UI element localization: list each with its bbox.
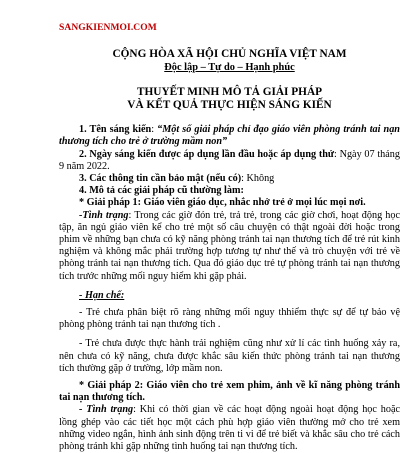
- document-title-line2: VÀ KẾT QUẢ THỰC HIỆN SÁNG KIẾN: [127, 99, 332, 112]
- solution-1-limit-label-text: - Hạn chế:: [79, 289, 125, 301]
- solution-2-state: [59, 404, 400, 453]
- solution-1-state-text: : Trong các giờ đón trẻ, trả trẻ, trong các giờ chơi, hoạt động học tập, ăn ngủ giáo viên kể cho trẻ một số câu chuyện có thật ngoài đời hoặc trong phim về những bạn chưa có kỹ năng phòng tránh tai nạn thương tích để trẻ rút kinh nghiệm và không mắc phải trường hợp tương tự như thế và trò chuyện với trẻ về phòng tránh tai nạn thương tích. Qua đó giáo dục trẻ tự phòng tránh tai nạn thương tích trước những mối nguy hiểm khi gặp phải.: [59, 209, 400, 282]
- nation-heading: CỘNG HÒA XÃ HỘI CHỦ NGHĨA VIỆT NAM: [112, 48, 347, 61]
- solution-2-heading: * Giải pháp 2: Giáo viên cho trẻ xem phim, ảnh về kĩ năng phòng tránh tai nạn thương tích.: [59, 380, 400, 404]
- solution-1-state-label: -Tình trạng: [79, 209, 129, 221]
- solution-2-state-text: : Khi có thời gian về các hoạt động ngoài hoạt động học hoặc lồng ghép vào các tiết học một cách phù hợp giáo viên thường mở cho trẻ xem những video ngắn, hình ảnh sinh động trên ti vi để trẻ biết và khắc sâu cho trẻ cách phòng tránh khi gặp những tình huống tai nạn thương tích.: [59, 404, 400, 453]
- section-2-label: 2. Ngày sáng kiến được áp dụng lần đầu hoặc áp dụng thử: [79, 148, 335, 160]
- solution-1-state: [59, 210, 400, 283]
- section-1-label: 1. Tên sáng kiến: [79, 124, 152, 136]
- section-3-value: : Không: [241, 173, 275, 185]
- site-watermark[interactable]: SANGKIENMOI.COM: [59, 23, 157, 33]
- section-1-value: “Một số giải pháp chỉ đạo giáo viên phòng tránh tai nạn thương tích cho trẻ ở trường mầm non”: [59, 124, 400, 148]
- motto: [59, 61, 400, 74]
- solution-2-state-label: - Tình trạng: [79, 404, 134, 416]
- solution-1-heading: * Giải pháp 1: Giáo viên giáo dục, nhắc nhở trẻ ở mọi lúc mọi nơi.: [79, 197, 366, 209]
- section-1-sep: :: [151, 124, 158, 136]
- section-2-value: : Ngày 07 tháng 9 năm 2022.: [59, 148, 400, 172]
- solution-1-limit-1: - Trẻ chưa phân biệt rõ ràng những mối nguy thhiểm thực sự để tự bảo vệ phòng phòng tránh tai nạn thương tích .: [59, 307, 400, 331]
- document-title-line1: THUYẾT MINH MÔ TẢ GIẢI PHÁP: [136, 86, 323, 99]
- solution-1-limit-2: - Trẻ chưa được thực hành trải nghiệm cũng như xử lí các tình huống xảy ra, nên chưa có kỹ năng, chưa được khắc sâu kiến thức phòng tránh tai nạn thương tích thường gặp ở trường, lớp mầm non.: [59, 338, 400, 374]
- section-3-label: 3. Các thông tin cần bảo mật (nếu có): [79, 173, 242, 185]
- section-3: [59, 173, 400, 185]
- motto-text: Độc lập – Tự do – Hạnh phúc: [164, 62, 295, 74]
- section-4: 4. Mô tả các giải pháp cũ thường làm:: [79, 185, 244, 197]
- section-1: [59, 124, 400, 148]
- section-2: [59, 149, 400, 173]
- solution-1-limit-label: [59, 290, 400, 302]
